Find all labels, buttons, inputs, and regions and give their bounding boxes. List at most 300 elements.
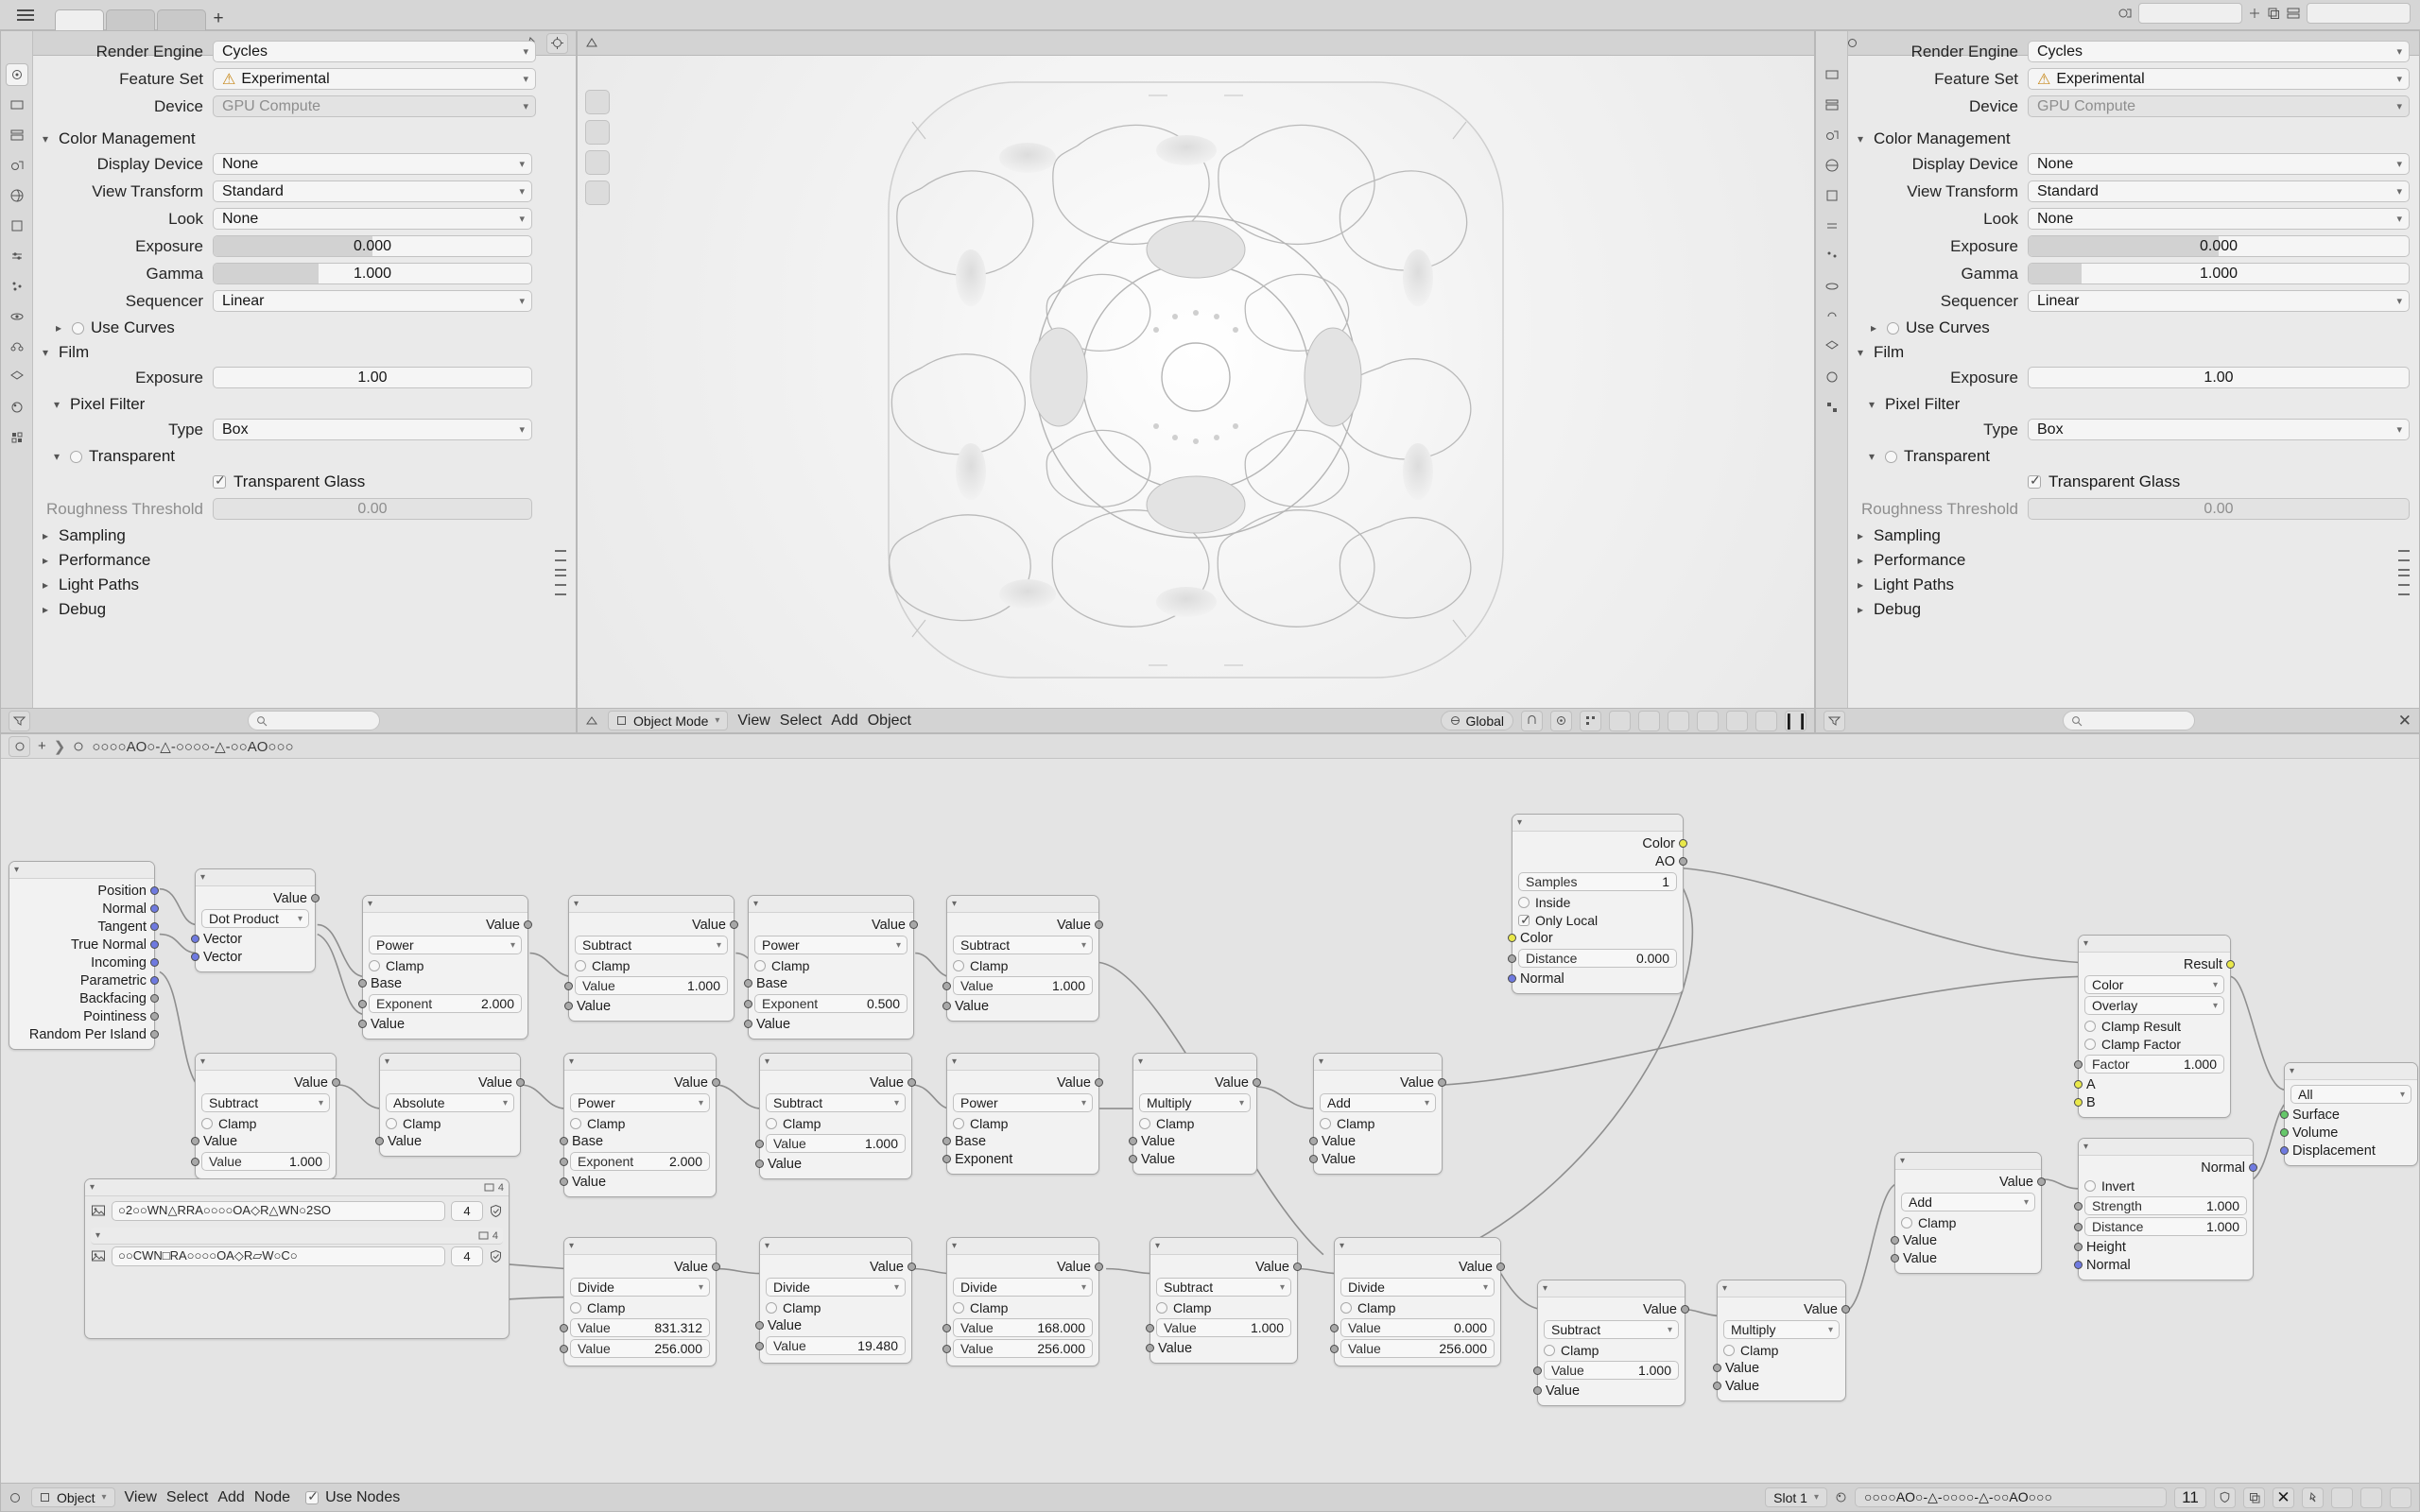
input-socket[interactable] — [564, 982, 573, 990]
input-socket[interactable] — [191, 953, 199, 961]
transparent-checkbox[interactable] — [1885, 451, 1897, 463]
node-math-power-3[interactable] — [563, 1053, 717, 1197]
use-curves-checkbox[interactable] — [72, 322, 84, 335]
tool-tweak-icon[interactable] — [585, 90, 610, 114]
node-output-row[interactable] — [369, 916, 522, 934]
material-users-count[interactable]: 11 — [2174, 1487, 2206, 1508]
tab-data-properties[interactable] — [1821, 335, 1843, 358]
exponent-field[interactable] — [570, 1152, 710, 1171]
tab-particle-properties[interactable] — [1821, 245, 1843, 267]
node-math-power-2[interactable] — [748, 895, 914, 1040]
node-header[interactable]: ▾ — [2285, 1063, 2417, 1080]
value-field[interactable] — [766, 1336, 906, 1355]
node-header[interactable]: ▾ — [760, 1054, 911, 1071]
operation-dropdown[interactable] — [766, 1278, 906, 1297]
node-math-subtract-6[interactable] — [1537, 1280, 1685, 1406]
overlays-icon[interactable] — [1609, 711, 1631, 731]
operation-dropdown[interactable] — [1320, 1093, 1436, 1112]
node-input-row[interactable] — [2084, 1238, 2247, 1256]
node-output-row[interactable] — [15, 936, 148, 954]
output-socket[interactable] — [150, 1012, 159, 1021]
operation-dropdown[interactable] — [570, 1093, 710, 1112]
clamp-checkbox[interactable] — [953, 1302, 964, 1314]
node-header[interactable]: ▾ — [564, 1238, 716, 1255]
node-output-row[interactable] — [15, 971, 148, 989]
viewport-menu-add[interactable]: Add — [831, 712, 858, 729]
node-input-row[interactable] — [1518, 970, 1677, 988]
input-socket[interactable] — [2074, 1243, 2083, 1251]
clamp-checkbox[interactable] — [575, 960, 586, 971]
node-output-row[interactable] — [1518, 834, 1677, 852]
node-output-row[interactable] — [953, 1258, 1093, 1276]
node-input-row[interactable] — [386, 1132, 514, 1150]
editor-type-icon[interactable] — [585, 36, 599, 50]
node-header[interactable]: ▾ — [564, 1054, 716, 1071]
node-input-row[interactable] — [766, 1316, 906, 1334]
properties-search-input[interactable] — [248, 711, 380, 730]
node-menu-view[interactable]: View — [124, 1488, 157, 1505]
node-header[interactable]: ▾ — [1314, 1054, 1442, 1071]
input-socket[interactable] — [2074, 1202, 2083, 1211]
value-field-2[interactable] — [953, 1339, 1093, 1358]
section-light-paths[interactable] — [43, 573, 566, 597]
image-filename-field-2[interactable]: ○○CWN□RA○○○○OA◇R▱W○C○ — [112, 1246, 445, 1266]
mode-selector[interactable]: Object Mode ▾ — [608, 711, 728, 730]
input-socket[interactable] — [2280, 1110, 2289, 1119]
node-header[interactable]: ▾ — [1895, 1153, 2041, 1170]
overlay-toggle-icon[interactable] — [2331, 1487, 2353, 1508]
section-use-curves-right[interactable] — [1858, 316, 2410, 340]
clamp-checkbox[interactable] — [754, 960, 766, 971]
output-socket[interactable] — [150, 886, 159, 895]
tool-rotate-icon[interactable] — [585, 150, 610, 175]
node-input-row[interactable] — [1723, 1377, 1840, 1395]
clamp-toggle[interactable] — [953, 1114, 1093, 1132]
properties-search-input-right[interactable] — [2063, 711, 2195, 730]
workspace-tab-1[interactable] — [55, 9, 104, 30]
clamp-checkbox[interactable] — [201, 1118, 213, 1129]
shield-icon[interactable] — [489, 1249, 503, 1263]
node-mix-color[interactable] — [2078, 935, 2231, 1118]
operation-dropdown[interactable] — [953, 1093, 1093, 1112]
input-socket[interactable] — [2074, 1261, 2083, 1269]
input-socket[interactable] — [560, 1345, 568, 1353]
section-sampling-right[interactable] — [1858, 524, 2410, 548]
operation-dropdown[interactable] — [201, 909, 309, 928]
target-dropdown[interactable] — [2290, 1085, 2411, 1104]
clamp-toggle[interactable] — [1901, 1213, 2035, 1231]
invert-toggle[interactable] — [2084, 1177, 2247, 1194]
node-input-row[interactable] — [1723, 1359, 1840, 1377]
input-socket[interactable] — [560, 1177, 568, 1186]
transform-orientation-dropdown[interactable] — [1441, 711, 1513, 730]
clamp-toggle[interactable] — [754, 956, 908, 974]
tab-render-properties[interactable] — [6, 63, 28, 86]
shading-material-icon[interactable] — [1726, 711, 1748, 731]
node-output-row[interactable] — [15, 1007, 148, 1025]
image-users-count-2[interactable]: 4 — [451, 1246, 483, 1266]
clamp-checkbox[interactable] — [570, 1118, 581, 1129]
node-header[interactable]: ▾ — [760, 1238, 911, 1255]
node-geometry[interactable] — [9, 861, 155, 1050]
node-output-row[interactable] — [15, 918, 148, 936]
node-output-row[interactable] — [201, 889, 309, 907]
node-input-row[interactable] — [2290, 1106, 2411, 1124]
output-socket[interactable] — [150, 904, 159, 913]
node-input-row[interactable] — [201, 948, 309, 966]
node-header[interactable]: ▾ — [947, 1238, 1098, 1255]
output-socket[interactable] — [1438, 1078, 1446, 1087]
node-output-row[interactable] — [15, 1025, 148, 1043]
node-input-row[interactable] — [2290, 1124, 2411, 1142]
node-math-divide-3[interactable] — [946, 1237, 1099, 1366]
operation-dropdown[interactable] — [1340, 1278, 1495, 1297]
input-socket[interactable] — [1891, 1254, 1899, 1263]
node-subheader[interactable]: ▾ 4 — [91, 1228, 503, 1245]
value-field-2[interactable] — [1340, 1339, 1495, 1358]
clamp-checkbox[interactable] — [1139, 1118, 1150, 1129]
value-field[interactable] — [1156, 1318, 1291, 1337]
node-input-row[interactable] — [953, 1150, 1093, 1168]
output-socket[interactable] — [908, 1078, 916, 1087]
output-socket[interactable] — [524, 920, 532, 929]
node-input-row[interactable] — [1320, 1132, 1436, 1150]
view-transform-dropdown-right[interactable] — [2028, 180, 2410, 202]
workspace-tab-2[interactable] — [106, 9, 155, 30]
node-input-row[interactable] — [2084, 1256, 2247, 1274]
gamma-slider[interactable] — [213, 263, 532, 284]
input-socket[interactable] — [744, 1020, 752, 1028]
clamp-checkbox[interactable] — [369, 960, 380, 971]
clamp-toggle[interactable] — [1723, 1341, 1840, 1359]
feature-set-dropdown[interactable] — [213, 68, 536, 90]
clamp-toggle[interactable] — [575, 956, 728, 974]
look-dropdown[interactable] — [213, 208, 532, 230]
clamp-toggle[interactable] — [1156, 1298, 1291, 1316]
section-transparent[interactable] — [43, 444, 566, 469]
new-scene-icon[interactable] — [2248, 7, 2261, 20]
tab-modifier-properties[interactable] — [1821, 215, 1843, 237]
close-icon[interactable]: ✕ — [2397, 711, 2411, 730]
node-input-row[interactable] — [2084, 1075, 2224, 1093]
input-socket[interactable] — [755, 1160, 764, 1168]
slot-selector[interactable]: Slot 1 ▾ — [1765, 1487, 1827, 1507]
output-socket[interactable] — [1841, 1305, 1850, 1314]
input-socket[interactable] — [1508, 974, 1516, 983]
node-output-row[interactable] — [15, 954, 148, 971]
node-material-output[interactable] — [2284, 1062, 2418, 1166]
shield-icon[interactable] — [489, 1204, 503, 1218]
clamp-toggle[interactable] — [1139, 1114, 1251, 1132]
node-math-divide-2[interactable] — [759, 1237, 912, 1364]
output-socket[interactable] — [712, 1263, 720, 1271]
node-output-row[interactable] — [1340, 1258, 1495, 1276]
node-input-row[interactable] — [1544, 1382, 1679, 1400]
output-socket[interactable] — [712, 1078, 720, 1087]
node-math-multiply-1[interactable] — [1132, 1053, 1257, 1175]
pin-icon[interactable] — [2302, 1487, 2324, 1508]
dots-icon[interactable] — [2398, 575, 2410, 595]
node-math-divide-4[interactable] — [1334, 1237, 1501, 1366]
clamp-toggle[interactable] — [201, 1114, 330, 1132]
node-output-row[interactable] — [1156, 1258, 1291, 1276]
node-input-row[interactable] — [201, 1132, 330, 1150]
tab-output-properties[interactable] — [6, 94, 28, 116]
output-socket[interactable] — [516, 1078, 525, 1087]
clamp-checkbox[interactable] — [386, 1118, 397, 1129]
input-socket[interactable] — [2074, 1080, 2083, 1089]
node-output-row[interactable] — [570, 1258, 710, 1276]
node-math-multiply-2[interactable] — [1717, 1280, 1846, 1401]
output-socket[interactable] — [908, 1263, 916, 1271]
only-local-checkbox[interactable] — [1518, 915, 1530, 926]
node-header[interactable]: ▾ — [196, 1054, 336, 1071]
viewport-menu-object[interactable]: Object — [867, 712, 911, 729]
input-socket[interactable] — [1533, 1366, 1542, 1375]
material-name-field[interactable] — [1855, 1487, 2167, 1507]
node-output-row[interactable] — [1320, 1074, 1436, 1091]
exponent-field[interactable] — [754, 994, 908, 1013]
tab-view-layer-properties[interactable] — [1821, 94, 1843, 116]
output-socket[interactable] — [2226, 960, 2235, 969]
pixel-filter-type-dropdown-right[interactable] — [2028, 419, 2410, 440]
input-socket[interactable] — [942, 1345, 951, 1353]
tab-physics-properties[interactable] — [1821, 275, 1843, 298]
node-output-row[interactable] — [1723, 1300, 1840, 1318]
shader-type-selector[interactable]: Object ▾ — [31, 1487, 115, 1507]
operation-dropdown[interactable] — [201, 1093, 330, 1112]
section-color-management-right[interactable] — [1858, 127, 2410, 151]
node-output-row[interactable] — [15, 989, 148, 1007]
node-header[interactable]: ▾ — [569, 896, 734, 913]
section-performance[interactable] — [43, 548, 566, 573]
input-socket[interactable] — [1713, 1364, 1721, 1372]
workspace-tabs[interactable] — [55, 0, 229, 30]
distance-field[interactable] — [2084, 1217, 2247, 1236]
input-socket[interactable] — [755, 1140, 764, 1148]
output-socket[interactable] — [150, 976, 159, 985]
input-socket[interactable] — [2074, 1223, 2083, 1231]
input-socket[interactable] — [375, 1137, 384, 1145]
roughness-threshold-field-right[interactable]: 0.00 — [2028, 498, 2410, 520]
device-dropdown[interactable] — [213, 95, 536, 117]
viewport-canvas[interactable] — [578, 56, 1814, 708]
node-output-row[interactable] — [2084, 1159, 2247, 1177]
input-socket[interactable] — [1891, 1236, 1899, 1245]
editor-mode-icon[interactable] — [585, 714, 598, 728]
section-performance-right[interactable] — [1858, 548, 2410, 573]
inside-checkbox[interactable] — [1518, 897, 1530, 908]
tab-output-properties[interactable] — [1821, 63, 1843, 86]
display-device-dropdown-right[interactable] — [2028, 153, 2410, 175]
section-color-management[interactable] — [43, 127, 566, 151]
snap-icon[interactable] — [2360, 1487, 2382, 1508]
clamp-checkbox[interactable] — [1901, 1217, 1912, 1228]
output-socket[interactable] — [1679, 857, 1687, 866]
transparent-glass-checkbox[interactable] — [2028, 475, 2041, 489]
node-math-divide-1[interactable] — [563, 1237, 717, 1366]
operation-dropdown[interactable] — [1139, 1093, 1251, 1112]
input-socket[interactable] — [942, 1137, 951, 1145]
output-socket[interactable] — [1293, 1263, 1302, 1271]
node-input-row[interactable] — [570, 1173, 710, 1191]
node-input-row[interactable] — [754, 974, 908, 992]
output-socket[interactable] — [909, 920, 918, 929]
clamp-toggle[interactable] — [953, 956, 1093, 974]
tab-modifier-properties[interactable] — [6, 245, 28, 267]
node-output-row[interactable] — [766, 1074, 906, 1091]
tab-scene-properties[interactable] — [6, 154, 28, 177]
clamp-checkbox[interactable] — [1544, 1345, 1555, 1356]
section-debug[interactable] — [43, 597, 566, 622]
output-socket[interactable] — [150, 994, 159, 1003]
editor-type-icon[interactable] — [9, 1491, 22, 1504]
shading-rendered-icon[interactable] — [1755, 711, 1777, 731]
input-socket[interactable] — [1129, 1137, 1137, 1145]
node-output-row[interactable] — [15, 882, 148, 900]
operation-dropdown[interactable] — [754, 936, 908, 954]
only-local-toggle[interactable] — [1518, 911, 1677, 929]
input-socket[interactable] — [1309, 1155, 1318, 1163]
output-socket[interactable] — [1095, 920, 1103, 929]
clamp-result-checkbox[interactable] — [2084, 1021, 2096, 1032]
clamp-checkbox[interactable] — [1340, 1302, 1352, 1314]
operation-dropdown[interactable] — [766, 1093, 906, 1112]
pause-render-icon[interactable]: ❙❙ — [1782, 711, 1809, 730]
node-menu-select[interactable]: Select — [165, 1488, 209, 1505]
view-layer-field[interactable] — [2307, 3, 2411, 24]
input-socket[interactable] — [942, 1002, 951, 1010]
input-socket[interactable] — [1508, 934, 1516, 942]
viewport-3d[interactable] — [577, 30, 1815, 733]
node-output-row[interactable] — [2084, 955, 2224, 973]
node-header[interactable]: ▾ — [947, 896, 1098, 913]
use-nodes-checkbox[interactable] — [305, 1491, 319, 1504]
tab-constraint-properties[interactable] — [1821, 305, 1843, 328]
output-socket[interactable] — [1095, 1078, 1103, 1087]
input-socket[interactable] — [191, 1158, 199, 1166]
close-icon[interactable]: ✕ — [2273, 1487, 2294, 1508]
dots-icon[interactable] — [555, 575, 566, 595]
clamp-toggle[interactable] — [1340, 1298, 1495, 1316]
section-transparent-right[interactable] — [1858, 444, 2410, 469]
node-output-row[interactable] — [1518, 852, 1677, 870]
hamburger-icon[interactable] — [9, 9, 42, 21]
node-input-row[interactable] — [369, 1015, 522, 1033]
node-header[interactable]: ▾ — [363, 896, 527, 913]
distance-field[interactable] — [1518, 949, 1677, 968]
filter-icon[interactable] — [9, 711, 30, 731]
input-socket[interactable] — [744, 979, 752, 988]
node-input-row[interactable] — [2290, 1142, 2411, 1160]
clamp-toggle[interactable] — [369, 956, 522, 974]
operation-dropdown[interactable] — [1901, 1193, 2035, 1211]
snap-magnet-icon[interactable] — [1521, 711, 1543, 731]
use-curves-checkbox[interactable] — [1887, 322, 1899, 335]
clamp-toggle[interactable] — [766, 1298, 906, 1316]
add-workspace-button[interactable]: + — [213, 8, 224, 28]
node-header[interactable]: ▾ — [380, 1054, 520, 1071]
node-header[interactable]: ▾ — [749, 896, 913, 913]
node-output-row[interactable] — [1139, 1074, 1251, 1091]
viewport-menu-select[interactable]: Select — [779, 712, 822, 729]
node-input-row[interactable] — [1139, 1132, 1251, 1150]
input-socket[interactable] — [560, 1324, 568, 1332]
exposure-slider[interactable] — [213, 235, 532, 257]
node-input-row[interactable] — [1518, 929, 1677, 947]
output-socket[interactable] — [150, 1030, 159, 1039]
dots-icon[interactable] — [2398, 550, 2410, 571]
invert-checkbox[interactable] — [2084, 1180, 2096, 1192]
section-sampling[interactable] — [43, 524, 566, 548]
transparent-glass-checkbox[interactable] — [213, 475, 226, 489]
node-input-row[interactable] — [1901, 1231, 2035, 1249]
input-socket[interactable] — [1330, 1324, 1339, 1332]
input-socket[interactable] — [744, 1000, 752, 1008]
viewport-toolbar[interactable] — [585, 90, 610, 205]
node-output-row[interactable] — [766, 1258, 906, 1276]
samples-field[interactable] — [1518, 872, 1677, 891]
gamma-slider-right[interactable] — [2028, 263, 2410, 284]
input-socket[interactable] — [191, 935, 199, 943]
node-header[interactable]: ▾ — [1133, 1054, 1256, 1071]
node-output-row[interactable] — [570, 1074, 710, 1091]
output-socket[interactable] — [1253, 1078, 1261, 1087]
clamp-checkbox[interactable] — [953, 1118, 964, 1129]
clamp-factor-toggle[interactable] — [2084, 1035, 2224, 1053]
node-input-row[interactable] — [570, 1132, 710, 1150]
node-header[interactable]: ▾ — [1512, 815, 1683, 832]
node-output-row[interactable] — [1544, 1300, 1679, 1318]
copy-scene-icon[interactable] — [2267, 7, 2280, 20]
value-field[interactable] — [953, 976, 1093, 995]
node-canvas[interactable] — [1, 783, 2419, 1483]
value-field-1[interactable] — [953, 1318, 1093, 1337]
view-transform-dropdown[interactable] — [213, 180, 532, 202]
node-math-subtract-5[interactable] — [1150, 1237, 1298, 1364]
input-socket[interactable] — [755, 1321, 764, 1330]
clamp-toggle[interactable] — [386, 1114, 514, 1132]
tool-move-icon[interactable] — [585, 120, 610, 145]
value-field[interactable] — [766, 1134, 906, 1153]
input-socket[interactable] — [358, 1000, 367, 1008]
node-math-power-1[interactable] — [362, 895, 528, 1040]
node-input-row[interactable] — [369, 974, 522, 992]
section-debug-right[interactable] — [1858, 597, 2410, 622]
input-socket[interactable] — [564, 1002, 573, 1010]
node-output-row[interactable] — [754, 916, 908, 934]
node-output-row[interactable] — [953, 916, 1093, 934]
options-icon[interactable] — [2390, 1487, 2411, 1508]
node-math-subtract-4[interactable] — [759, 1053, 912, 1179]
strength-field[interactable] — [2084, 1196, 2247, 1215]
tab-material-properties[interactable] — [6, 396, 28, 419]
input-socket[interactable] — [1309, 1137, 1318, 1145]
output-socket[interactable] — [730, 920, 738, 929]
use-nodes-toggle[interactable] — [305, 1489, 400, 1506]
add-breadcrumb-icon[interactable]: + — [38, 738, 46, 754]
shield-icon[interactable] — [2214, 1487, 2236, 1508]
node-output-row[interactable] — [201, 1074, 330, 1091]
input-socket[interactable] — [1129, 1155, 1137, 1163]
image-filename-field-1[interactable]: ○2○○WN△RRA○○○○OA◇R△WN○2SO — [112, 1201, 445, 1221]
tab-data-properties[interactable] — [6, 366, 28, 388]
image-users-count-1[interactable]: 4 — [451, 1201, 483, 1221]
node-output-row[interactable] — [575, 916, 728, 934]
node-math-add-1[interactable] — [1313, 1053, 1443, 1175]
clamp-checkbox[interactable] — [766, 1118, 777, 1129]
tab-physics-properties[interactable] — [6, 305, 28, 328]
